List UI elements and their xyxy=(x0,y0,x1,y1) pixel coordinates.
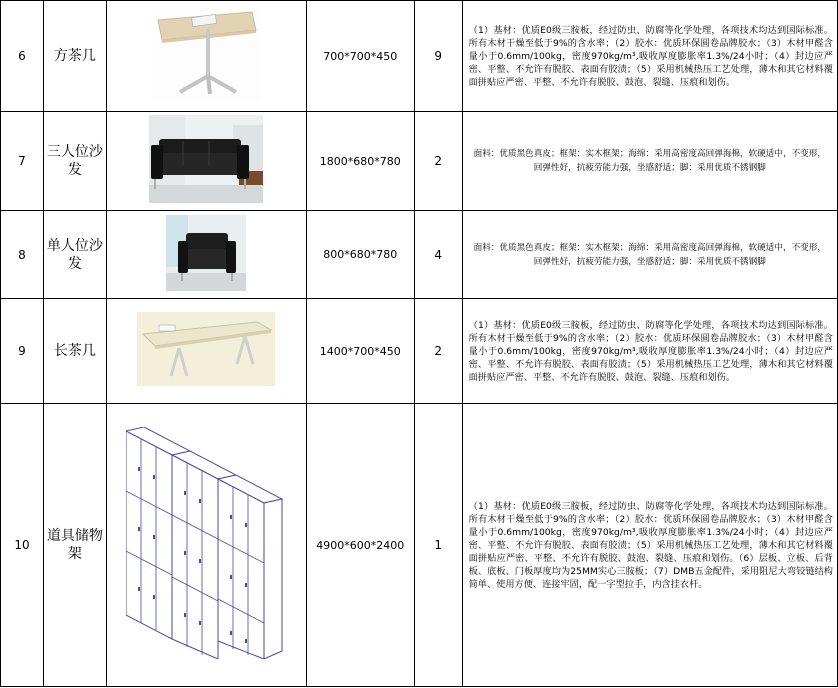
product-spec: 面料：优质黑色真皮；框架：实木框架；海绵：采用高密度高回弹海棉，软硬适中，不变形，回弹性好，抗疲劳能力强，坐感舒适；脚：采用优质不锈钢脚 xyxy=(462,112,837,211)
table-row xyxy=(1,1,838,112)
square-tea-table-image xyxy=(152,8,260,104)
table-row xyxy=(1,112,838,211)
product-quantity: 9 xyxy=(414,1,462,112)
product-size: 700*700*450 xyxy=(306,1,414,112)
table-row xyxy=(1,211,838,299)
row-number: 7 xyxy=(1,112,44,211)
product-spec: （1）基材：优质E0级三胺板，经过防虫、防腐等化学处理，各项技术均达到国际标准。所有木材干燥至低于9%的含水率；（2）胶水：优质环保圆卷品牌胶水；（3）木材甲醛含量小于0.6mm/100kg，密度970kg/m³,吸收厚度膨胀率1.3%/24小时；（4）封边应严密、平整、不允许有脱胶、表面有胶渍；（5）采用机械热压工艺处理，薄木和其它材料覆面拼贴应严密、平整、不允许有脱胶、鼓泡、裂缝、压痕和划伤。 xyxy=(462,1,837,112)
product-name: 方茶几 xyxy=(43,1,106,112)
long-tea-table-image xyxy=(137,312,275,390)
product-spec: （1）基材：优质E0级三胺板，经过防虫、防腐等化学处理，各项技术均达到国际标准。所有木材干燥至低于9%的含水率；（2）胶水：优质环保圆卷品牌胶水；（3）木材甲醛含量小于0.6mm/100kg，密度970kg/m³,吸收厚度膨胀率1.3%/24小时；（4）封边应严密、平整、不允许有脱胶、表面有胶渍；（5）采用机械热压工艺处理，薄木和其它材料覆面拼贴应严密、平整、不允许有脱胶、鼓泡、裂缝、压痕和划伤。（6）层板、立板、后背板、底板、门板厚度均为25MM实心三胺板；（7）DMB五金配件，采用阻尼大弯铰链结构简单、使用方便、连接牢固，配一字型拉手，内含挂衣杆。 xyxy=(462,404,837,687)
product-quantity: 1 xyxy=(414,404,462,687)
row-number: 6 xyxy=(1,1,44,112)
product-name: 单人位沙发 xyxy=(43,211,106,299)
three-seat-sofa-image xyxy=(149,115,263,207)
single-seat-sofa-image xyxy=(166,215,246,295)
product-spec: 面料：优质黑色真皮；框架：实木框架；海绵：采用高密度高回弹海棉，软硬适中，不变形，回弹性好，抗疲劳能力强，坐感舒适；脚：采用优质不锈钢脚 xyxy=(462,211,837,299)
product-quantity: 2 xyxy=(414,112,462,211)
product-size: 800*680*780 xyxy=(306,211,414,299)
product-image-cell xyxy=(106,112,306,211)
product-name: 长茶几 xyxy=(43,299,106,404)
row-number: 8 xyxy=(1,211,44,299)
product-spec: （1）基材：优质E0级三胺板，经过防虫、防腐等化学处理，各项技术均达到国际标准。所有木材干燥至低于9%的含水率；（2）胶水：优质环保圆卷品牌胶水；（3）木材甲醛含量小于0.6mm/100kg，密度970kg/m³,吸收厚度膨胀率1.3%/24小时；（4）封边应严密、平整、不允许有脱胶、表面有胶渍；（5）采用机械热压工艺处理，薄木和其它材料覆面拼贴应严密、平整、不允许有脱胶、鼓泡、裂缝、压痕和划伤。 xyxy=(462,299,837,404)
product-size: 4900*600*2400 xyxy=(306,404,414,687)
table-row xyxy=(1,299,838,404)
product-image-cell xyxy=(106,1,306,112)
product-size: 1400*700*450 xyxy=(306,299,414,404)
table-row xyxy=(1,404,838,687)
product-quantity: 2 xyxy=(414,299,462,404)
product-quantity: 4 xyxy=(414,211,462,299)
product-image-cell xyxy=(106,404,306,687)
row-number: 9 xyxy=(1,299,44,404)
storage-cabinet-image xyxy=(126,427,286,663)
product-size: 1800*680*780 xyxy=(306,112,414,211)
product-name: 道具储物架 xyxy=(43,404,106,687)
row-number: 10 xyxy=(1,404,44,687)
product-image-cell xyxy=(106,299,306,404)
product-image-cell xyxy=(106,211,306,299)
product-name: 三人位沙发 xyxy=(43,112,106,211)
